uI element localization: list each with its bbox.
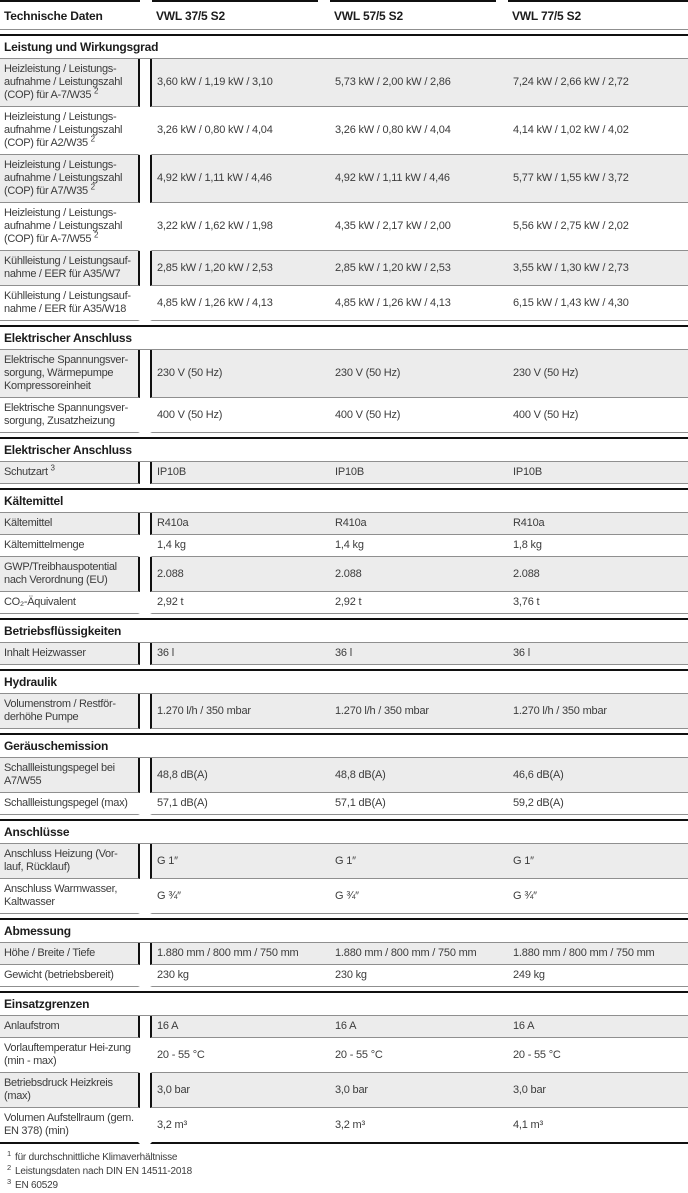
row-values [150,398,688,433]
section-header: Anschlüsse [0,819,688,844]
row-label [0,251,140,286]
row-value: 400 V (50 Hz) [335,408,401,421]
footnote-text: EN 60529 [14,1180,58,1191]
row-values [150,879,688,914]
column-gutter [140,965,150,987]
footnote-line [7,1162,688,1179]
table-row [0,758,688,793]
row-values [150,286,688,321]
row-label-text: Inhalt Heizwasser [4,647,86,659]
row-value: 2,85 kW / 1,20 kW / 2,53 [157,261,273,274]
row-label [0,1016,140,1038]
column-gutter [318,0,330,30]
row-value: 48,8 dB(A) [335,768,386,781]
column-gutter [140,286,150,321]
row-values [150,643,688,665]
row-label-text: Gewicht (betriebsbereit) [4,969,114,981]
column-gutter [140,350,150,398]
section-header: Einsatzgrenzen [0,991,688,1016]
row-label [0,793,140,815]
row-label-text: Schallleistungspegel bei A7/W55 [4,762,115,787]
row-label [0,592,140,614]
table-row [0,879,688,914]
row-value: IP10B [157,466,186,478]
row-values [150,535,688,557]
row-value: 1.270 l/h / 350 mbar [513,704,607,717]
row-label [0,107,140,155]
row-value: 48,8 dB(A) [157,768,208,781]
column-gutter [140,203,150,251]
table-row [0,398,688,433]
column-gutter [140,0,152,30]
row-value: 4,92 kW / 1,11 kW / 4,46 [157,172,272,184]
row-value: G 1″ [157,854,178,867]
row-label-text: Kühlleistung / Leistungsauf-nahme / EER für A35/W7 [4,255,131,280]
section-header: Elektrischer Anschluss [0,325,688,350]
row-value: G 1″ [513,854,534,867]
section-header: Kältemittel [0,488,688,513]
row-label [0,155,140,203]
row-values [150,1073,688,1108]
table-row [0,155,688,203]
row-value: 1,8 kg [513,539,542,551]
column-gutter [140,1073,150,1108]
table-row [0,1108,688,1144]
column-gutter [140,251,150,286]
row-value: 230 V (50 Hz) [513,367,579,379]
row-label-text: Betriebsdruck Heizkreis (max) [4,1077,113,1102]
row-label-text: Kältemittelmenge [4,539,85,551]
row-value: 2,85 kW / 1,20 kW / 2,53 [335,261,451,274]
row-label [0,643,140,665]
row-value: 2.088 [513,567,540,580]
section-header: Leistung und Wirkungsgrad [0,34,688,59]
row-label [0,1108,140,1144]
column-gutter [140,1108,150,1144]
row-label [0,462,140,484]
row-label [0,59,140,107]
row-label-text: GWP/Treibhauspotential nach Verordnung (EU) [4,561,117,586]
row-value: 1.880 mm / 800 mm / 750 mm [335,947,477,959]
column-gutter [140,844,150,879]
table-row [0,557,688,592]
footnote-ref: 2 [90,182,95,192]
column-gutter [140,513,150,535]
row-label [0,350,140,398]
row-values [150,350,688,398]
column-gutter [140,398,150,433]
table-row [0,251,688,286]
column-header-vwl-77: VWL 77/5 S2 [508,0,688,30]
row-label-text: Heizleistung / Leistungs-aufnahme / Leistungszahl (COP) für A2/W35 [4,111,123,149]
column-header-vwl-57: VWL 57/5 S2 [330,0,496,30]
table-header-row [0,0,688,30]
row-values [150,59,688,107]
row-value: 2.088 [157,567,184,580]
row-label-text: Anlaufstrom [4,1020,60,1032]
table-row [0,535,688,557]
row-value: 4,85 kW / 1,26 kW / 4,13 [335,296,451,309]
row-value: 3,26 kW / 0,80 kW / 4,04 [335,124,451,136]
row-label [0,694,140,729]
row-label-text: Höhe / Breite / Tiefe [4,947,95,959]
row-value: 3,60 kW / 1,19 kW / 3,10 [157,76,273,88]
column-gutter [140,643,150,665]
row-value: 36 l [335,647,352,659]
row-value: 3,0 bar [335,1083,368,1096]
table-row [0,107,688,155]
table-row [0,592,688,614]
section-header: Geräuschemission [0,733,688,758]
row-values [150,513,688,535]
row-value: 3,0 bar [157,1083,190,1096]
row-value: 3,0 bar [513,1083,546,1096]
row-value: 1,4 kg [157,539,186,551]
column-gutter [140,557,150,592]
row-value: 57,1 dB(A) [157,797,208,809]
row-values [150,943,688,965]
row-label [0,398,140,433]
row-values [150,592,688,614]
row-label [0,535,140,557]
row-label-text: Volumenstrom / Restför-derhöhe Pumpe [4,698,116,723]
row-values [150,965,688,987]
row-value: 7,24 kW / 2,66 kW / 2,72 [513,76,629,88]
row-label-text: Kühlleistung / Leistungsauf-nahme / EER für A35/W18 [4,290,131,315]
table-row [0,793,688,815]
row-values [150,557,688,592]
column-gutter [140,107,150,155]
row-label-text: Schutzart [4,466,48,478]
column-gutter [140,535,150,557]
row-label-text: Anschluss Heizung (Vor-lauf, Rücklauf) [4,848,118,873]
footnote-ref: 2 [93,86,99,96]
footnote-ref: 2 [93,230,99,240]
row-value: 57,1 dB(A) [335,797,386,809]
row-value: G ¾″ [513,889,537,902]
row-label-text: Anschluss Warmwasser, Kaltwasser [4,883,118,908]
row-values [150,1016,688,1038]
row-value: 3,26 kW / 0,80 kW / 4,04 [157,124,273,136]
row-value: 5,56 kW / 2,75 kW / 2,02 [513,220,629,232]
row-values [150,203,688,251]
column-header-vwl-37: VWL 37/5 S2 [152,0,318,30]
row-label-text: Heizleistung / Leistungs-aufnahme / Leistungszahl (COP) für A7/W35 [4,159,123,197]
row-value: 1,4 kg [335,539,364,551]
row-values [150,462,688,484]
row-value: 1.270 l/h / 350 mbar [157,704,251,717]
footnote-text: für durchschnittliche Klimaverhältnisse [14,1152,178,1163]
row-value: 3,76 t [513,596,540,608]
row-label [0,557,140,592]
footnote-ref: 2 [90,134,95,144]
row-values [150,1108,688,1144]
row-value: 5,73 kW / 2,00 kW / 2,86 [335,76,451,88]
column-gutter [140,1016,150,1038]
table-row [0,286,688,321]
row-label-text: Vorlauftemperatur Hei-zung (min - max) [4,1042,131,1067]
column-gutter [140,758,150,793]
row-values [150,251,688,286]
row-value: 16 A [513,1020,535,1032]
row-value: 3,2 m³ [335,1118,365,1131]
table-row [0,844,688,879]
table-row [0,59,688,107]
table-title: Technische Daten [0,0,140,30]
row-value: G 1″ [335,854,356,867]
footnote-ref: 3 [50,463,55,473]
row-value: 3,55 kW / 1,30 kW / 2,73 [513,261,629,274]
row-value: 4,92 kW / 1,11 kW / 4,46 [335,172,450,184]
section-header: Abmessung [0,918,688,943]
row-label [0,965,140,987]
row-value: 20 - 55 °C [157,1048,205,1061]
table-row [0,965,688,987]
row-value: 1.270 l/h / 350 mbar [335,704,429,717]
row-value: 46,6 dB(A) [513,768,564,781]
row-value: 4,85 kW / 1,26 kW / 4,13 [157,296,273,309]
row-value: 20 - 55 °C [513,1048,561,1061]
row-value: 2.088 [335,567,362,580]
row-label-text: CO₂-Äquivalent [4,596,76,608]
row-value: 249 kg [513,969,545,981]
table-row [0,350,688,398]
row-label-text: Volumen Aufstellraum (gem. EN 378) (min) [4,1112,134,1137]
row-values [150,107,688,155]
row-label [0,286,140,321]
table-row [0,513,688,535]
row-value: 1.880 mm / 800 mm / 750 mm [513,947,655,959]
footnote-marker: 1 [7,1148,11,1158]
column-gutter [140,592,150,614]
row-values [150,793,688,815]
row-label-text: Schallleistungspegel (max) [4,797,128,809]
row-value: G ¾″ [335,889,359,902]
row-value: 400 V (50 Hz) [513,408,579,421]
column-gutter [140,59,150,107]
row-value: 6,15 kW / 1,43 kW / 4,30 [513,296,629,309]
column-gutter [140,879,150,914]
section-header: Elektrischer Anschluss [0,437,688,462]
row-value: 4,35 kW / 2,17 kW / 2,00 [335,220,451,232]
column-gutter [140,694,150,729]
row-label [0,943,140,965]
row-label [0,513,140,535]
row-value: 230 kg [157,969,189,981]
table-row [0,1073,688,1108]
row-value: R410a [335,517,367,529]
row-value: G ¾″ [157,889,181,902]
row-value: 20 - 55 °C [335,1048,383,1061]
row-value: 4,14 kW / 1,02 kW / 4,02 [513,124,629,136]
row-value: 3,2 m³ [157,1118,187,1131]
row-value: 2,92 t [335,596,362,608]
footnotes [7,1148,688,1193]
table-row [0,462,688,484]
row-value: R410a [513,517,545,529]
section-header: Betriebsflüssigkeiten [0,618,688,643]
row-value: 16 A [335,1020,357,1032]
row-values [150,694,688,729]
row-value: 4,1 m³ [513,1118,543,1131]
column-gutter [140,793,150,815]
row-value: 36 l [513,647,530,659]
row-label [0,879,140,914]
footnote-text: Leistungsdaten nach DIN EN 14511-2018 [14,1166,192,1177]
table-body [0,34,688,1144]
row-value: 230 kg [335,969,367,981]
column-gutter [140,943,150,965]
row-value: R410a [157,517,189,529]
row-value: 1.880 mm / 800 mm / 750 mm [157,947,299,959]
row-label-text: Elektrische Spannungsver-sorgung, Wärmepumpe Kompressoreinheit [4,354,128,392]
row-value: 230 V (50 Hz) [335,367,401,379]
table-row [0,943,688,965]
column-gutter [140,462,150,484]
row-values [150,844,688,879]
row-value: 16 A [157,1020,179,1032]
row-value: 400 V (50 Hz) [157,408,223,421]
row-value: 3,22 kW / 1,62 kW / 1,98 [157,220,273,232]
footnote-line [7,1176,688,1193]
table-row [0,203,688,251]
row-value: IP10B [513,466,542,478]
row-values [150,1038,688,1073]
row-label-text: Kältemittel [4,517,53,529]
row-value: 5,77 kW / 1,55 kW / 3,72 [513,172,629,184]
section-header: Hydraulik [0,669,688,694]
row-label [0,203,140,251]
row-label-text: Heizleistung / Leistungs-aufnahme / Leistungszahl (COP) für A-7/W35 [4,63,123,101]
row-values [150,155,688,203]
footnote-marker: 2 [7,1162,11,1172]
column-gutter [140,1038,150,1073]
row-value: 59,2 dB(A) [513,797,564,809]
row-label [0,844,140,879]
row-value: 2,92 t [157,596,184,608]
table-row [0,1038,688,1073]
row-label-text: Elektrische Spannungsver-sorgung, Zusatzheizung [4,402,128,427]
row-value: 36 l [157,647,174,659]
footnote-marker: 3 [7,1176,11,1186]
row-label [0,1038,140,1073]
row-label [0,1073,140,1108]
table-row [0,643,688,665]
column-gutter [496,0,508,30]
row-values [150,758,688,793]
table-row [0,1016,688,1038]
column-gutter [140,155,150,203]
footnote-line [7,1148,688,1165]
row-label [0,758,140,793]
row-label-text: Heizleistung / Leistungs-aufnahme / Leistungszahl (COP) für A-7/W55 [4,207,123,245]
table-row [0,694,688,729]
row-value: IP10B [335,466,364,478]
row-value: 230 V (50 Hz) [157,367,223,379]
